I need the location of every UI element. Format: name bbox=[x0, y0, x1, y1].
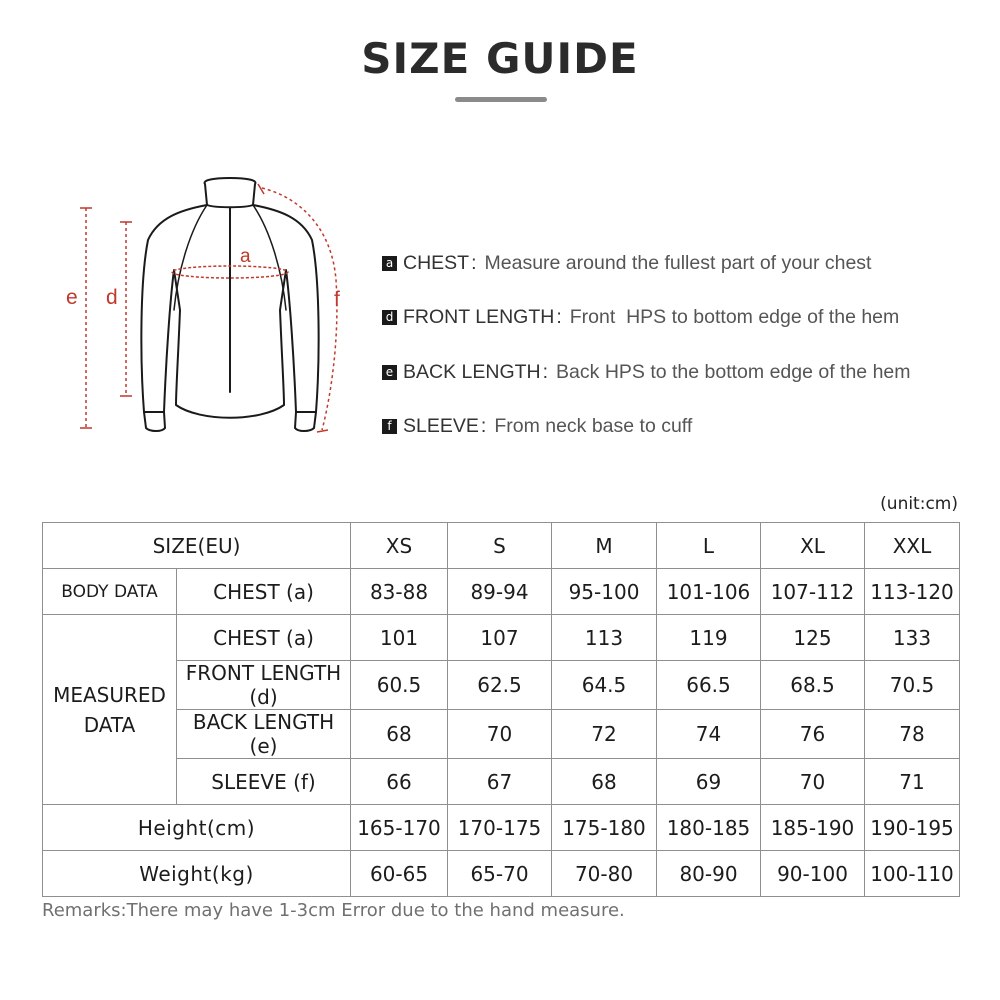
legend-sep: : bbox=[542, 360, 549, 383]
size-col-header: XS bbox=[351, 523, 448, 569]
legend-key: f bbox=[382, 419, 397, 434]
table-cell: 89-94 bbox=[448, 569, 552, 615]
jacket-left-seam bbox=[174, 205, 207, 310]
legend-item-chest bbox=[382, 236, 982, 291]
body-data-group: BODY DATA bbox=[43, 569, 177, 615]
remarks-note: Remarks:There may have 1-3cm Error due to the hand measure. bbox=[42, 900, 625, 921]
legend-item-front-length bbox=[382, 291, 982, 346]
measured-group-line: MEASURED bbox=[53, 682, 166, 707]
legend-item-sleeve bbox=[382, 400, 982, 455]
table-cell: 66 bbox=[351, 759, 448, 805]
row-label: FRONT LENGTH (d) bbox=[177, 661, 351, 710]
unit-note: (unit:cm) bbox=[880, 494, 958, 514]
table-cell: 113 bbox=[552, 615, 657, 661]
legend-key: a bbox=[382, 256, 397, 271]
table-cell: 133 bbox=[865, 615, 960, 661]
legend-name: BACK LENGTH bbox=[403, 360, 541, 383]
row-label: Height(cm) bbox=[43, 805, 351, 851]
measurement-legend bbox=[382, 236, 982, 454]
legend-sep: : bbox=[471, 251, 477, 274]
table-cell: 70 bbox=[448, 710, 552, 759]
table-cell: 71 bbox=[865, 759, 960, 805]
table-row bbox=[43, 710, 960, 759]
table-cell: 107-112 bbox=[761, 569, 865, 615]
measured-data-group bbox=[43, 615, 177, 805]
dim-label-d: d bbox=[106, 286, 118, 309]
jacket-collar bbox=[205, 178, 256, 207]
table-cell: 101 bbox=[351, 615, 448, 661]
legend-item-back-length bbox=[382, 345, 982, 400]
jacket-right-cuff bbox=[295, 412, 316, 431]
table-cell: 70-80 bbox=[552, 851, 657, 897]
table-cell: 68.5 bbox=[761, 661, 865, 710]
table-cell: 60-65 bbox=[351, 851, 448, 897]
table-header-row bbox=[43, 523, 960, 569]
table-cell: 185-190 bbox=[761, 805, 865, 851]
table-cell: 180-185 bbox=[657, 805, 761, 851]
legend-desc: Front HPS to bottom edge of the hem bbox=[569, 306, 900, 329]
table-cell: 83-88 bbox=[351, 569, 448, 615]
table-cell: 95-100 bbox=[552, 569, 657, 615]
table-cell: 60.5 bbox=[351, 661, 448, 710]
table-cell: 170-175 bbox=[448, 805, 552, 851]
dim-label-f: f bbox=[334, 288, 340, 311]
legend-name: FRONT LENGTH bbox=[403, 306, 555, 329]
legend-desc: From neck base to cuff bbox=[494, 415, 693, 438]
jacket-right-seam bbox=[253, 205, 286, 310]
legend-name: CHEST bbox=[403, 251, 470, 274]
table-row bbox=[43, 805, 960, 851]
table-cell: 125 bbox=[761, 615, 865, 661]
legend-name: SLEEVE bbox=[403, 415, 479, 438]
legend-sep: : bbox=[556, 306, 562, 329]
table-cell: 100-110 bbox=[865, 851, 960, 897]
table-row bbox=[43, 661, 960, 710]
jacket-left-cuff bbox=[144, 412, 165, 431]
size-col-header: XXL bbox=[865, 523, 960, 569]
table-cell: 67 bbox=[448, 759, 552, 805]
title-underline bbox=[455, 97, 547, 102]
legend-key: d bbox=[382, 310, 397, 325]
table-cell: 190-195 bbox=[865, 805, 960, 851]
size-col-header: S bbox=[448, 523, 552, 569]
table-cell: 64.5 bbox=[552, 661, 657, 710]
measured-group-line: DATA bbox=[83, 712, 136, 737]
table-cell: 175-180 bbox=[552, 805, 657, 851]
table-cell: 78 bbox=[865, 710, 960, 759]
size-col-header: L bbox=[657, 523, 761, 569]
table-cell: 65-70 bbox=[448, 851, 552, 897]
table-row bbox=[43, 759, 960, 805]
legend-desc: Measure around the fullest part of your chest bbox=[484, 251, 872, 274]
row-label: BACK LENGTH (e) bbox=[177, 710, 351, 759]
table-cell: 113-120 bbox=[865, 569, 960, 615]
table-cell: 165-170 bbox=[351, 805, 448, 851]
table-cell: 76 bbox=[761, 710, 865, 759]
table-cell: 68 bbox=[552, 759, 657, 805]
page-title: SIZE GUIDE bbox=[361, 34, 639, 83]
dim-label-e: e bbox=[66, 286, 78, 309]
row-label: Weight(kg) bbox=[43, 851, 351, 897]
legend-key: e bbox=[382, 365, 397, 380]
table-cell: 70 bbox=[761, 759, 865, 805]
table-cell: 70.5 bbox=[865, 661, 960, 710]
table-cell: 119 bbox=[657, 615, 761, 661]
size-col-header: XL bbox=[761, 523, 865, 569]
table-cell: 69 bbox=[657, 759, 761, 805]
row-label: SLEEVE (f) bbox=[177, 759, 351, 805]
table-row bbox=[43, 615, 960, 661]
table-cell: 68 bbox=[351, 710, 448, 759]
table-cell: 66.5 bbox=[657, 661, 761, 710]
table-cell: 101-106 bbox=[657, 569, 761, 615]
table-cell: 90-100 bbox=[761, 851, 865, 897]
table-row bbox=[43, 851, 960, 897]
row-label: CHEST (a) bbox=[177, 569, 351, 615]
row-label: CHEST (a) bbox=[177, 615, 351, 661]
legend-sep: : bbox=[480, 415, 487, 438]
size-header: SIZE(EU) bbox=[43, 523, 351, 569]
table-cell: 62.5 bbox=[448, 661, 552, 710]
jacket-diagram bbox=[40, 160, 370, 450]
size-col-header: M bbox=[552, 523, 657, 569]
table-cell: 80-90 bbox=[657, 851, 761, 897]
table-cell: 72 bbox=[552, 710, 657, 759]
legend-desc: Back HPS to the bottom edge of the hem bbox=[556, 360, 911, 383]
table-row bbox=[43, 569, 960, 615]
size-table bbox=[42, 522, 960, 897]
table-cell: 74 bbox=[657, 710, 761, 759]
dim-label-a: a bbox=[240, 246, 251, 267]
table-cell: 107 bbox=[448, 615, 552, 661]
